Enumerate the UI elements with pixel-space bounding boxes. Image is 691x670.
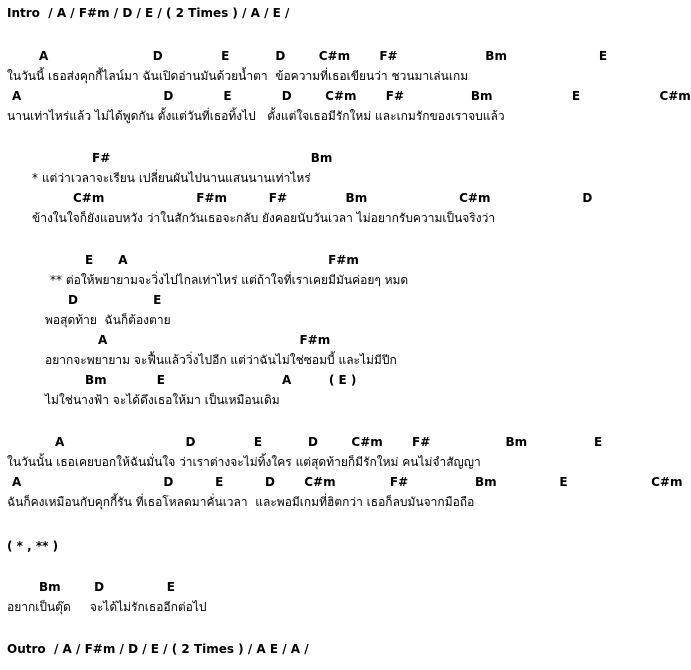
lyric-line: อยากจะพยายาม จะฟื้นแล้ววิ่งไปอีก แต่ว่าฉันไม่ใช่ซอมบี้ และไม่มีปีก: [45, 353, 397, 367]
lyric-line: ในวันนี้ เธอส่งคุกกี้ไลน์มา ฉันเปิดอ่านมันด้วยน้ำตา ข้อความที่เธอเขียนว่า ชวนมาเล่นเกม: [7, 69, 469, 83]
chord-line: A F#m: [98, 333, 331, 347]
lyric-line: * แต่ว่าเวลาจะเรียน เปลี่ยนผันไปนานแสนนานเท่าไหร่: [32, 171, 311, 185]
lyric-line: ในวันนั้น เธอเคยบอกให้ฉันมั่นใจ ว่าเราต่างจะไม่ทิ้งใคร แต่สุดท้ายก็มีรักใหม่ คนไม่จำสัญญา: [7, 455, 481, 469]
lyric-line: นานเท่าไหร่แล้ว ไม่ได้พูดกัน ตั้งแต่วันที่เธอทิ้งไป ตั้งแต่ใจเธอมีรักใหม่ และเกมรักของเราจบแล้ว: [7, 109, 505, 123]
repeat-marker: ( * , ** ): [7, 539, 59, 553]
outro-line: Outro / A / F#m / D / E / ( 2 Times ) / A E / A /: [7, 642, 309, 656]
lyric-line: ข้างในใจก็ยังแอบหวัง ว่าในสักวันเธอจะกลับ ยังคอยนับวันเวลา ไม่อยากรับความเป็นจริงว่า: [32, 211, 496, 225]
chord-line: A D E D C#m F# Bm E: [55, 435, 603, 449]
chord-line: E A F#m: [85, 253, 359, 267]
lyric-line: อยากเป็นตุ๊ด จะได้ไม่รักเธออีกต่อไป: [7, 600, 207, 614]
chord-line: C#m F#m F# Bm C#m D: [73, 191, 593, 205]
chord-line: Bm E A ( E ): [85, 373, 357, 387]
chord-line: A D E D C#m F# Bm E: [39, 49, 608, 63]
intro-line: Intro / A / F#m / D / E / ( 2 Times ) / A / E /: [7, 6, 290, 20]
lyric-line: ** ต่อให้พยายามจะวิ่งไปไกลเท่าไหร่ แต่ถ้าใจที่เราเคยมีมันค่อยๆ หมด: [50, 273, 409, 287]
lyric-line: ไม่ใช่นางฟ้า จะได้ดึงเธอให้มา เป็นเหมือนเดิม: [45, 393, 280, 407]
chord-line: F# Bm: [92, 151, 333, 165]
chord-line: D E: [68, 293, 162, 307]
chord-line: Bm D E: [39, 580, 175, 594]
chord-line: A D E D C#m F# Bm E C#m: [12, 89, 691, 103]
lyric-line: พอสุดท้าย ฉันก็ต้องตาย: [45, 313, 171, 327]
chord-line: A D E D C#m F# Bm E C#m: [12, 475, 683, 489]
lyric-line: ฉันก็คงเหมือนกับคุกกี้รัน ที่เธอโหลดมาคั่นเวลา และพอมีเกมที่ฮิตกว่า เธอก็ลบมันจากมือถือ: [7, 495, 475, 509]
